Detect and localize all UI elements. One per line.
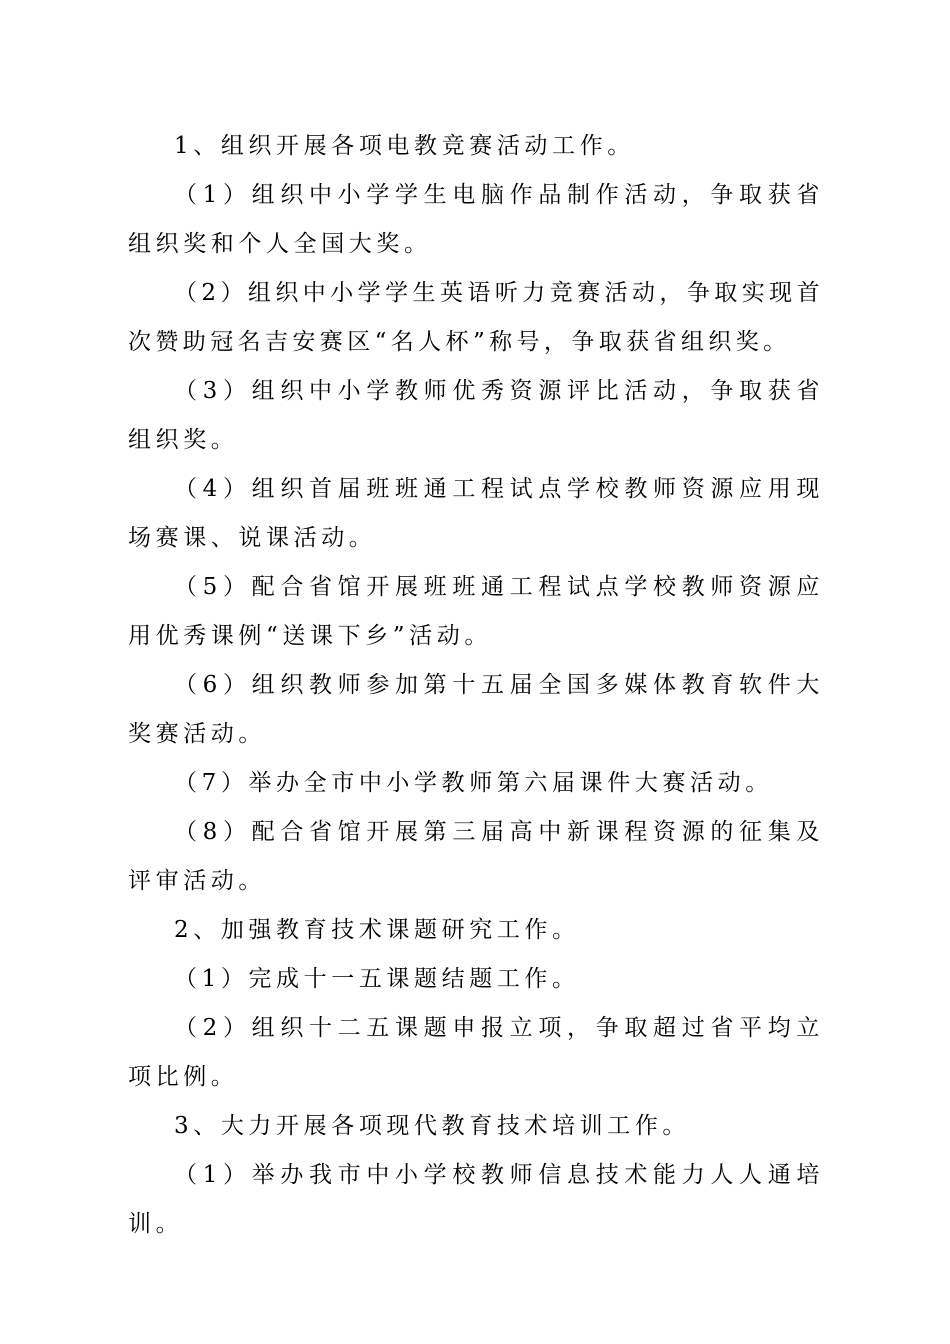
item-1-5: （5）配合省馆开展班班通工程试点学校教师资源应用优秀课例“送课下乡”活动。 <box>128 574 824 649</box>
item-3-1: （1）举办我市中小学校教师信息技术能力人人通培训。 <box>128 1162 824 1237</box>
item-1-3: （3）组织中小学教师优秀资源评比活动，争取获省组织奖。 <box>128 378 824 453</box>
item-1-6: （6）组织教师参加第十五届全国多媒体教育软件大奖赛活动。 <box>128 672 824 747</box>
item-2-1: （1）完成十一五课题结题工作。 <box>174 966 580 992</box>
item-1-8: （8）配合省馆开展第三届高中新课程资源的征集及评审活动。 <box>128 819 824 894</box>
item-2-2: （2）组织十二五课题申报立项，争取超过省平均立项比例。 <box>128 1015 824 1090</box>
item-1-7: （7）举办全市中小学教师第六届课件大赛活动。 <box>174 770 773 796</box>
item-1-1: （1）组织中小学学生电脑作品制作活动，争取获省组织奖和个人全国大奖。 <box>128 182 824 257</box>
heading-2: 2、加强教育技术课题研究工作。 <box>174 917 580 943</box>
heading-1: 1、组织开展各项电教竞赛活动工作。 <box>174 133 635 159</box>
heading-3: 3、大力开展各项现代教育技术培训工作。 <box>174 1113 691 1139</box>
document-body <box>128 122 824 1249</box>
item-1-2: （2）组织中小学学生英语听力竞赛活动，争取实现首次赞助冠名吉安赛区“名人杯”称号，争取获省组织奖。 <box>128 280 824 355</box>
item-1-4: （4）组织首届班班通工程试点学校教师资源应用现场赛课、说课活动。 <box>128 476 824 551</box>
